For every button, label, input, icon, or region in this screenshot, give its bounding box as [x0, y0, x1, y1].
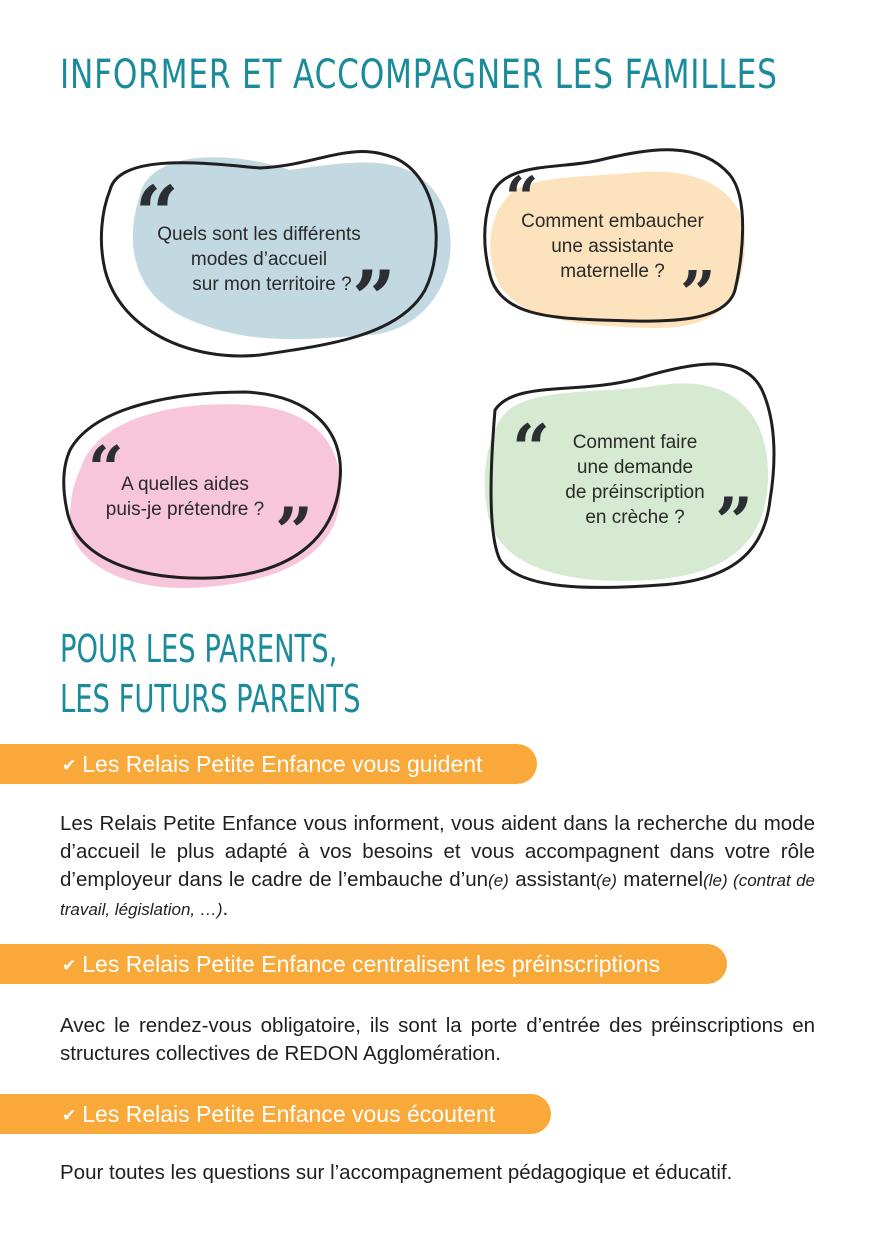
page-title: INFORMER ET ACCOMPAGNER LES FAMILLES — [60, 52, 778, 98]
question-text-1: Quels sont les différents modes d’accueil sur mon territoire ? — [157, 224, 361, 295]
close-quote-icon: ” — [275, 493, 313, 571]
question-text-4: Comment faire une demande de préinscription en crèche ? — [565, 432, 705, 528]
open-quote-icon: “ — [88, 432, 124, 505]
section-heading-preinscriptions: ✔ Les Relais Petite Enfance centralisent les préinscriptions — [0, 944, 727, 984]
checkmark-icon: ✔ — [62, 956, 77, 975]
section-body-ecoute: Pour toutes les questions sur l’accompagnement pédagogique et éducatif. — [60, 1161, 733, 1184]
section-subtitle: POUR LES PARENTS, LES FUTURS PARENTS — [60, 627, 361, 721]
section-body-preinscriptions: Avec le rendez-vous obligatoire, ils sont la porte d’entrée des préinscriptions en structures collectives de REDON Agglomération. — [60, 1014, 815, 1065]
checkmark-icon: ✔ — [62, 756, 77, 775]
section-heading-ecoute: ✔ Les Relais Petite Enfance vous écoutent — [0, 1094, 551, 1134]
question-text-3: A quelles aides puis-je prétendre ? — [105, 474, 265, 520]
section-body-guide: Les Relais Petite Enfance vous informent, vous aident dans la recherche du mode d’accueil le plus adapté à vos besoins et vous accompagnent dans votre rôle d’employeur dans le cadre de l’embauche d’un(e) assistant(e) maternel(le) (contrat de travail, législation, …). — [60, 812, 815, 920]
question-text-2: Comment embaucher une assistante maternelle ? — [521, 211, 704, 282]
section-heading-guide: ✔ Les Relais Petite Enfance vous guident — [0, 744, 537, 784]
checkmark-icon: ✔ — [62, 1106, 77, 1125]
close-quote-icon: ” — [680, 257, 716, 330]
open-quote-icon: “ — [512, 410, 550, 488]
close-quote-icon: ” — [352, 254, 396, 343]
open-quote-icon: “ — [505, 164, 539, 232]
close-quote-icon: ” — [715, 483, 753, 561]
open-quote-icon: “ — [135, 169, 179, 258]
